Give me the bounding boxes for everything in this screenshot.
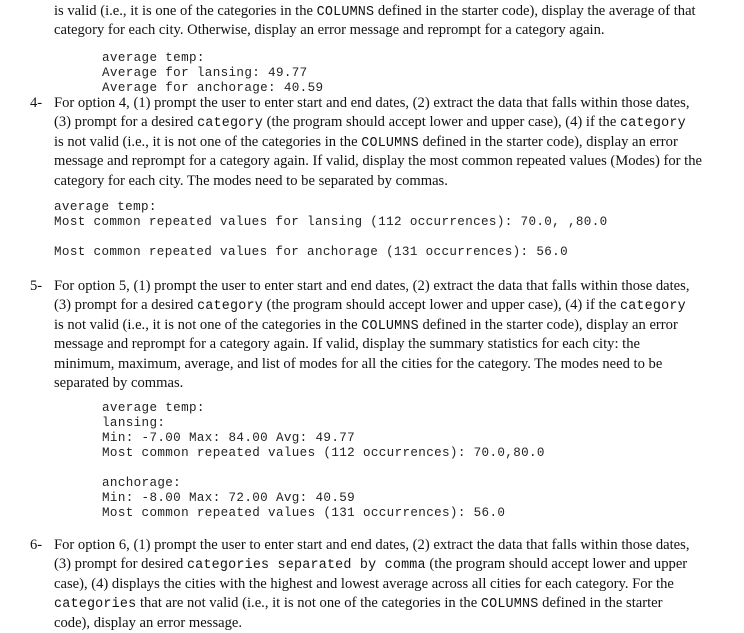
text-run: (the program should accept lower and upper case), (4) if the bbox=[262, 297, 620, 314]
paragraph-line bbox=[54, 152, 724, 171]
text-run: category for each city. Otherwise, display an error message and reprompt for a category again. bbox=[54, 22, 605, 39]
inline-code: COLUMNS bbox=[361, 318, 419, 334]
code-line: Min: -7.00 Max: 84.00 Avg: 49.77 bbox=[102, 431, 356, 445]
paragraph-line bbox=[54, 335, 724, 354]
item-6-paragraph bbox=[54, 536, 724, 633]
text-run: is not valid (i.e., it is not one of the categories in the bbox=[54, 133, 362, 150]
text-run: defined in the starter bbox=[538, 595, 663, 612]
text-run: For option 6, (1) prompt the user to enter start and end dates, (2) extract the data that falls within those dates, bbox=[54, 537, 690, 553]
inline-code: category bbox=[197, 299, 263, 315]
paragraph-line bbox=[54, 555, 724, 574]
item-4-code-example bbox=[54, 200, 608, 260]
paragraph-line bbox=[54, 296, 724, 315]
text-run: defined in the starter code), display an error bbox=[418, 133, 678, 150]
paragraph-line bbox=[54, 614, 724, 633]
code-line: Most common repeated values for lansing (112 occurrences): 70.0, ,80.0 bbox=[54, 215, 608, 229]
text-run: For option 5, (1) prompt the user to enter start and end dates, (2) extract the data that falls within those dates, bbox=[54, 278, 690, 294]
text-run: (3) prompt for a desired bbox=[54, 297, 198, 314]
intro-paragraph bbox=[54, 2, 724, 41]
paragraph-line bbox=[54, 172, 724, 191]
inline-code: category bbox=[619, 116, 686, 132]
code-line: anchorage: bbox=[102, 476, 182, 490]
code-line: Average for lansing: 49.77 bbox=[102, 66, 308, 80]
text-run: category for each city. The modes need to be separated by commas. bbox=[54, 172, 448, 189]
paragraph-line bbox=[54, 277, 724, 296]
item-4-paragraph bbox=[54, 94, 724, 191]
paragraph-line bbox=[54, 536, 724, 555]
text-run: message and reprompt for a category again. If valid, display the most common repeated values (Modes) for the bbox=[54, 153, 702, 170]
text-run: defined in the starter code), display an error bbox=[418, 316, 678, 333]
text-run: (the program should accept lower and upper bbox=[425, 556, 688, 573]
code-line: Average for anchorage: 40.59 bbox=[102, 81, 324, 95]
item-5-number: 5- bbox=[30, 278, 43, 294]
inline-code: COLUMNS bbox=[316, 5, 375, 20]
paragraph-line bbox=[54, 316, 724, 335]
inline-code: COLUMNS bbox=[361, 135, 419, 151]
text-run: (the program should accept lower and upper case), (4) if the bbox=[262, 114, 620, 131]
text-run: (3) prompt for a desired bbox=[54, 114, 198, 131]
inline-code: categories separated by comma bbox=[186, 558, 426, 574]
paragraph-line bbox=[54, 21, 724, 40]
text-run: defined in the starter code), display the average of that bbox=[374, 3, 696, 19]
code-line bbox=[102, 461, 545, 476]
text-run: For option 4, (1) prompt the user to enter start and end dates, (2) extract the data that falls within those dates, bbox=[54, 95, 690, 111]
code-line: lansing: bbox=[102, 416, 166, 430]
text-run: minimum, maximum, average, and list of modes for all the cities for the category. The modes need to be bbox=[54, 355, 663, 372]
paragraph-line bbox=[54, 94, 724, 113]
item-5-paragraph bbox=[54, 277, 724, 393]
paragraph-line bbox=[54, 113, 724, 132]
code-line: Most common repeated values for anchorage (131 occurrences): 56.0 bbox=[54, 245, 568, 259]
code-line: Most common repeated values (112 occurrences): 70.0,80.0 bbox=[102, 446, 545, 460]
text-run: case), (4) displays the cities with the highest and lowest average across all cities for each category. For the bbox=[54, 575, 674, 592]
inline-code: category bbox=[619, 299, 686, 315]
inline-code: COLUMNS bbox=[480, 597, 539, 613]
code-line: average temp: bbox=[102, 51, 205, 65]
paragraph-line bbox=[54, 575, 724, 594]
text-run: is valid (i.e., it is one of the categories in the bbox=[54, 3, 317, 19]
text-run: that are not valid (i.e., it is not one of the categories in the bbox=[136, 595, 481, 612]
intro-code-example bbox=[102, 51, 323, 96]
item-6-number: 6- bbox=[30, 537, 43, 553]
inline-code: categories bbox=[54, 597, 137, 613]
code-line: average temp: bbox=[54, 200, 157, 214]
text-run: message and reprompt for a category again. If valid, display the summary statistics for each city: the bbox=[54, 336, 640, 353]
item-4-number: 4- bbox=[30, 95, 43, 111]
paragraph-line bbox=[54, 2, 724, 21]
paragraph-line bbox=[54, 133, 724, 152]
text-run: separated by commas. bbox=[54, 374, 184, 391]
text-run: (3) prompt for desired bbox=[54, 556, 187, 573]
code-line bbox=[54, 230, 608, 245]
item-5-code-example bbox=[102, 401, 545, 521]
paragraph-line bbox=[54, 355, 724, 374]
paragraph-line bbox=[54, 594, 724, 613]
code-line: Most common repeated values (131 occurrences): 56.0 bbox=[102, 506, 506, 520]
code-line: Min: -8.00 Max: 72.00 Avg: 40.59 bbox=[102, 491, 356, 505]
text-run: is not valid (i.e., it is not one of the categories in the bbox=[54, 316, 362, 333]
paragraph-line bbox=[54, 374, 724, 393]
code-line: average temp: bbox=[102, 401, 205, 415]
text-run: code), display an error message. bbox=[54, 614, 243, 631]
inline-code: category bbox=[197, 116, 263, 132]
